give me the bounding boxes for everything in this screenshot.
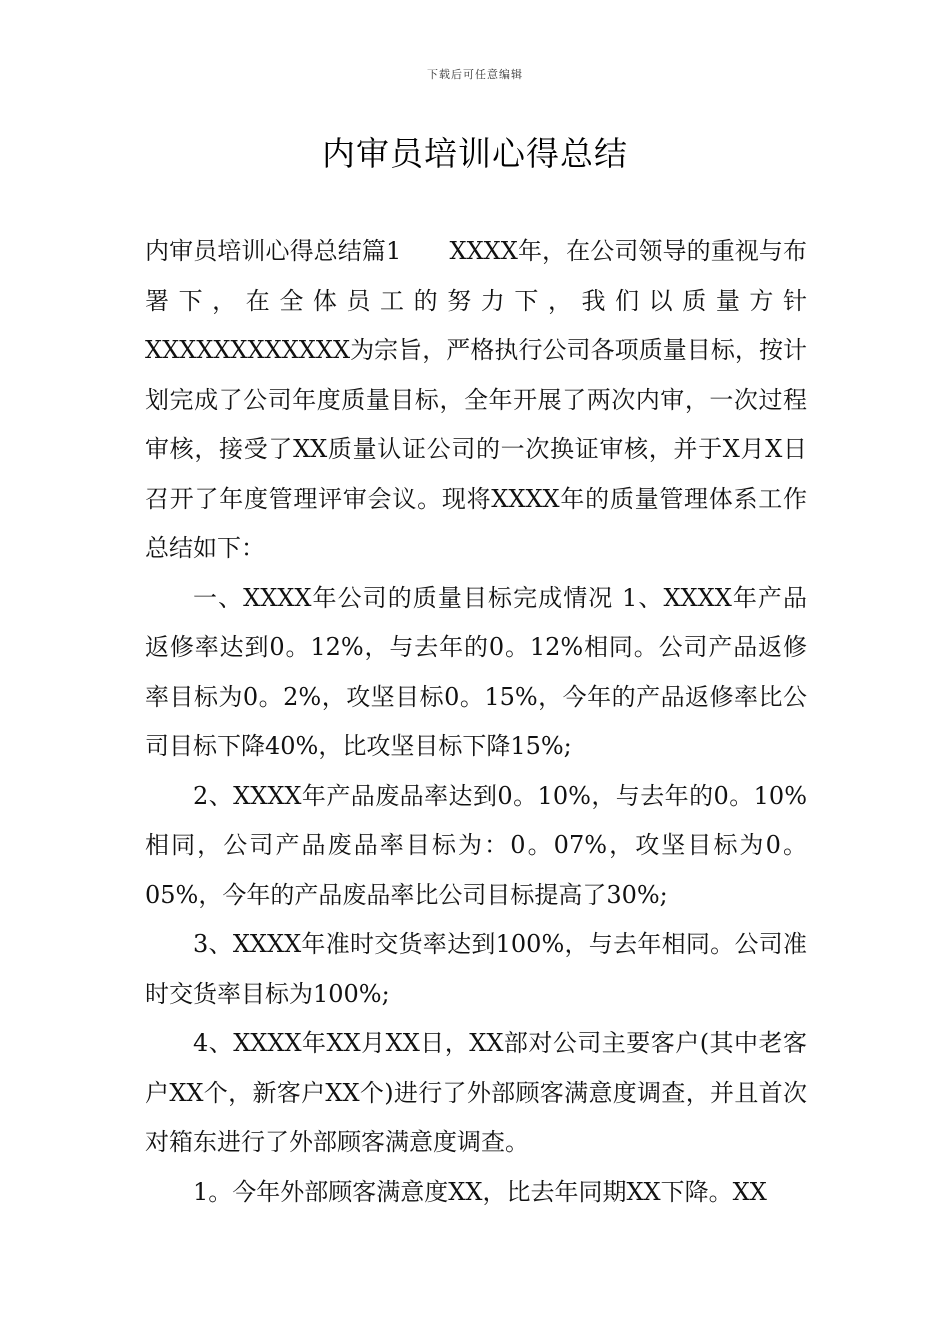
document-body [145, 227, 807, 1217]
header-note: 下载后可任意编辑 [427, 68, 523, 81]
paragraph-subitem-1: 1。今年外部顾客满意度XX，比去年同期XX下降。XX [193, 1177, 767, 1206]
paragraph-item-2: 2、XXXX年产品废品率达到0。10%，与去年的0。10%相同，公司产品废品率目标为：0。07%，攻坚目标为0。05%，今年的产品废品率比公司目标提高了30%; [145, 781, 807, 909]
paragraph-intro: 内审员培训心得总结篇1 XXXX年，在公司领导的重视与布署下，在全体员工的努力下，我们以质量方针XXXXXXXXXXXX为宗旨，严格执行公司各项质量目标，按计划完成了公司年度质量目标，全年开展了两次内审，一次过程审核，接受了XX质量认证公司的一次换证审核，并于X月X日召开了年度管理评审会议。现将XXXX年的质量管理体系工作总结如下： [145, 237, 807, 562]
paragraph-section-1: 一、XXXX年公司的质量目标完成情况 1、XXXX年产品返修率达到0。12%，与去年的0。12%相同。公司产品返修率目标为0。2%，攻坚目标0。15%，今年的产品返修率比公司目标下降40%，比攻坚目标下降15%; [145, 583, 807, 760]
document-title: 内审员培训心得总结 [322, 134, 628, 173]
paragraph-item-3: 3、XXXX年准时交货率达到100%，与去年相同。公司准时交货率目标为100%; [145, 930, 807, 1008]
paragraph-item-4: 4、XXXX年XX月XX日，XX部对公司主要客户(其中老客户XX个，新客户XX个)进行了外部顾客满意度调查，并且首次对箱东进行了外部顾客满意度调查。 [145, 1029, 807, 1156]
